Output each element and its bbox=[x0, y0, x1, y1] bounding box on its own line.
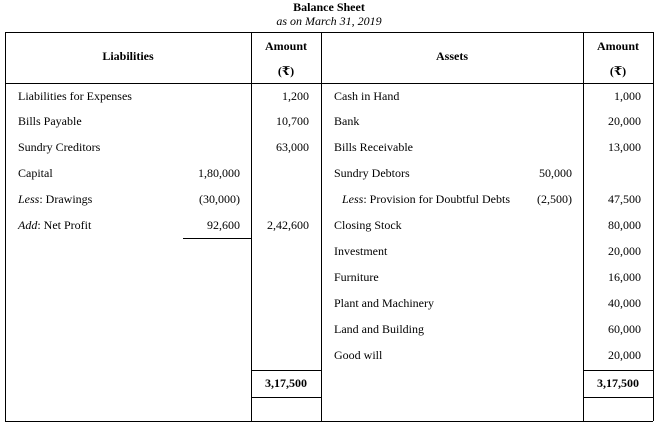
asset-amount: 20,000 bbox=[608, 348, 641, 362]
total-liabilities: 3,17,500 bbox=[265, 376, 307, 390]
liability-label: Bills Payable bbox=[18, 114, 82, 128]
asset-label: Sundry Debtors bbox=[334, 166, 410, 180]
asset-inner-amount: 50,000 bbox=[539, 166, 572, 180]
liability-inner-amount: (30,000) bbox=[199, 192, 240, 206]
asset-label bbox=[342, 192, 510, 206]
liability-label: Liabilities for Expenses bbox=[18, 89, 132, 103]
asset-label: Cash in Hand bbox=[334, 89, 400, 103]
asset-label: Plant and Machinery bbox=[334, 296, 434, 310]
header-amount-right: Amount bbox=[596, 39, 639, 53]
liability-amount: 10,700 bbox=[276, 114, 309, 128]
liability-label bbox=[18, 218, 91, 232]
asset-label: Investment bbox=[334, 244, 388, 258]
liability-label: Capital bbox=[18, 166, 53, 180]
page-subtitle: as on March 31, 2019 bbox=[276, 14, 382, 28]
table-right-border bbox=[653, 32, 654, 421]
asset-amount: 1,000 bbox=[614, 89, 641, 103]
asset-label: Bills Receivable bbox=[334, 140, 413, 154]
asset-label: Good will bbox=[334, 348, 383, 362]
capital-subtotal-rule bbox=[183, 238, 251, 239]
header-currency-right: (₹) bbox=[609, 64, 627, 78]
header-divider bbox=[5, 83, 653, 84]
liability-amount: 2,42,600 bbox=[267, 218, 309, 232]
liability-label-text: : Net Profit bbox=[37, 218, 92, 232]
liability-inner-amount: 1,80,000 bbox=[198, 166, 240, 180]
asset-amount: 40,000 bbox=[608, 296, 641, 310]
total-right-top-rule bbox=[583, 370, 653, 371]
asset-label: Furniture bbox=[334, 270, 379, 284]
total-left-bottom-rule bbox=[251, 397, 321, 398]
liability-amount: 63,000 bbox=[276, 140, 309, 154]
liability-amount: 1,200 bbox=[282, 89, 309, 103]
less-prefix: Less bbox=[342, 192, 364, 206]
total-assets: 3,17,500 bbox=[597, 376, 639, 390]
liability-label-text: : Drawings bbox=[39, 192, 93, 206]
table-bottom-border bbox=[5, 421, 653, 422]
asset-label-text: : Provision for Doubtful Debts bbox=[363, 192, 511, 206]
liability-label: Sundry Creditors bbox=[18, 140, 101, 154]
asset-label: Bank bbox=[334, 114, 360, 128]
asset-amount: 16,000 bbox=[608, 270, 641, 284]
table-top-border bbox=[5, 32, 653, 33]
header-amount-left: Amount bbox=[264, 39, 307, 53]
asset-amount: 80,000 bbox=[608, 218, 641, 232]
table-left-border bbox=[5, 32, 6, 421]
page-title: Balance Sheet bbox=[293, 0, 365, 14]
add-prefix: Add bbox=[18, 218, 38, 232]
header-assets: Assets bbox=[436, 49, 468, 63]
header-liabilities: Liabilities bbox=[102, 49, 154, 63]
asset-amount: 60,000 bbox=[608, 322, 641, 336]
total-left-top-rule bbox=[251, 370, 321, 371]
asset-label: Closing Stock bbox=[334, 218, 402, 232]
header-currency-left: (₹) bbox=[277, 64, 295, 78]
liability-label bbox=[18, 192, 92, 206]
liabilities-assets-divider bbox=[321, 32, 322, 421]
asset-amount: 20,000 bbox=[608, 114, 641, 128]
asset-amount: 13,000 bbox=[608, 140, 641, 154]
asset-inner-amount: (2,500) bbox=[537, 192, 572, 206]
asset-amount: 20,000 bbox=[608, 244, 641, 258]
asset-label: Land and Building bbox=[334, 322, 424, 336]
total-right-bottom-rule bbox=[583, 397, 653, 398]
asset-amount: 47,500 bbox=[608, 192, 641, 206]
liability-inner-amount: 92,600 bbox=[207, 218, 240, 232]
less-prefix: Less bbox=[18, 192, 40, 206]
